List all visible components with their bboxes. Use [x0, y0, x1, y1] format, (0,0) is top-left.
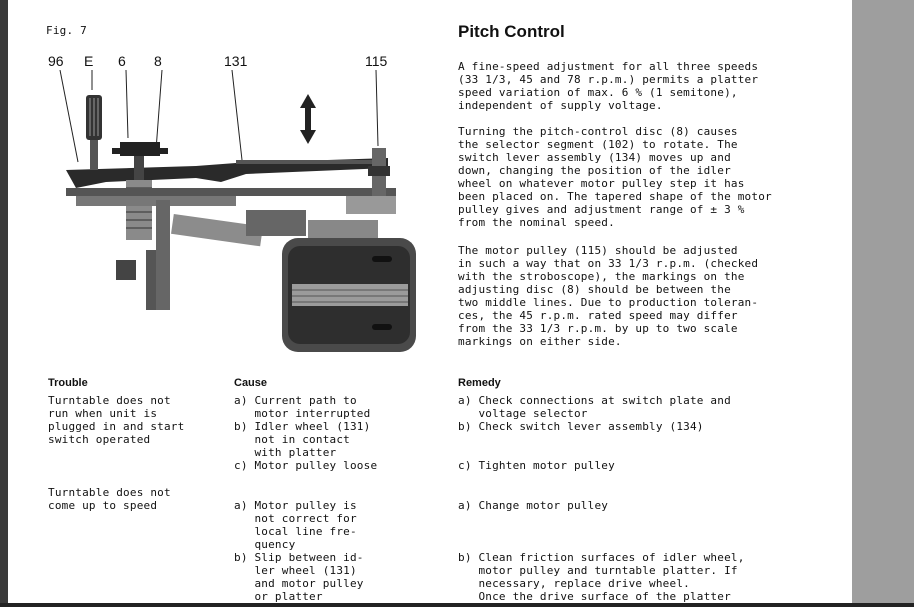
row-2-remedy-b: b) Clean friction surfaces of idler wheel, motor pulley and turntable platter. If necessary, replace drive wheel. Once the drive surface of the platter: [458, 551, 745, 603]
section-title: Pitch Control: [458, 22, 565, 41]
callout-131: 131: [224, 53, 248, 69]
row-1-cause-b: b) Idler wheel (131) not in contact with platter: [234, 420, 371, 459]
row-1-remedy-c: c) Tighten motor pulley: [458, 459, 615, 472]
scan-bottom-edge: [0, 603, 914, 607]
row-1-remedy-b: b) Check switch lever assembly (134): [458, 420, 704, 433]
callout-e: E: [84, 53, 94, 69]
row-2-remedy-a: a) Change motor pulley: [458, 499, 609, 512]
callout-6: 6: [118, 53, 126, 69]
row-2-trouble: Turntable does not come up to speed: [48, 486, 171, 512]
header-cause: Cause: [234, 377, 268, 389]
header-trouble: Trouble: [48, 377, 88, 389]
row-1-cause-a: a) Current path to motor interrupted: [234, 394, 371, 420]
paragraph-intro: A fine-speed adjustment for all three speeds (33 1/3, 45 and 78 r.p.m.) permits a platter speed variation of max. 6 % (1 semitone), independent of supply voltage.: [458, 60, 759, 112]
figure-label: Fig. 7: [46, 24, 87, 37]
header-remedy: Remedy: [458, 377, 501, 389]
paragraph-motor-pulley: The motor pulley (115) should be adjusted in such a way that on 33 1/3 r.p.m. (checked with the stroboscope), the markings on the adjusting disc (8) should be between the two middle lines. Due to production toleran- ces, the 45 r.p.m. rated speed may differ from the 33 1/3 r.p.m. by up to two scale markings on either side.: [458, 244, 759, 348]
callout-8: 8: [154, 53, 162, 69]
paragraph-pitch-disc: Turning the pitch-control disc (8) causes the selector segment (102) to rotate. The switch lever assembly (134) moves up and down, changing the position of the idler wheel on whatever motor pulley step it has been placed on. The tapered shape of the motor pulley gives and adjustment range of ± 3 % from the nominal speed.: [458, 125, 772, 229]
turntable-mechanism-drawing: [46, 70, 418, 355]
row-1-trouble: Turntable does not run when unit is plugged in and start switch operated: [48, 394, 185, 446]
scan-gutter: [0, 0, 8, 607]
scan-margin: [852, 0, 914, 607]
row-1-remedy-a: a) Check connections at switch plate and voltage selector: [458, 394, 731, 420]
row-1-cause-c: c) Motor pulley loose: [234, 459, 378, 472]
manual-page: [8, 0, 852, 603]
callout-96: 96: [48, 53, 64, 69]
row-2-cause-b: b) Slip between id- ler wheel (131) and motor pulley or platter: [234, 551, 364, 603]
callout-115: 115: [365, 53, 388, 69]
row-2-cause-a: a) Motor pulley is not correct for local line fre- quency: [234, 499, 357, 551]
